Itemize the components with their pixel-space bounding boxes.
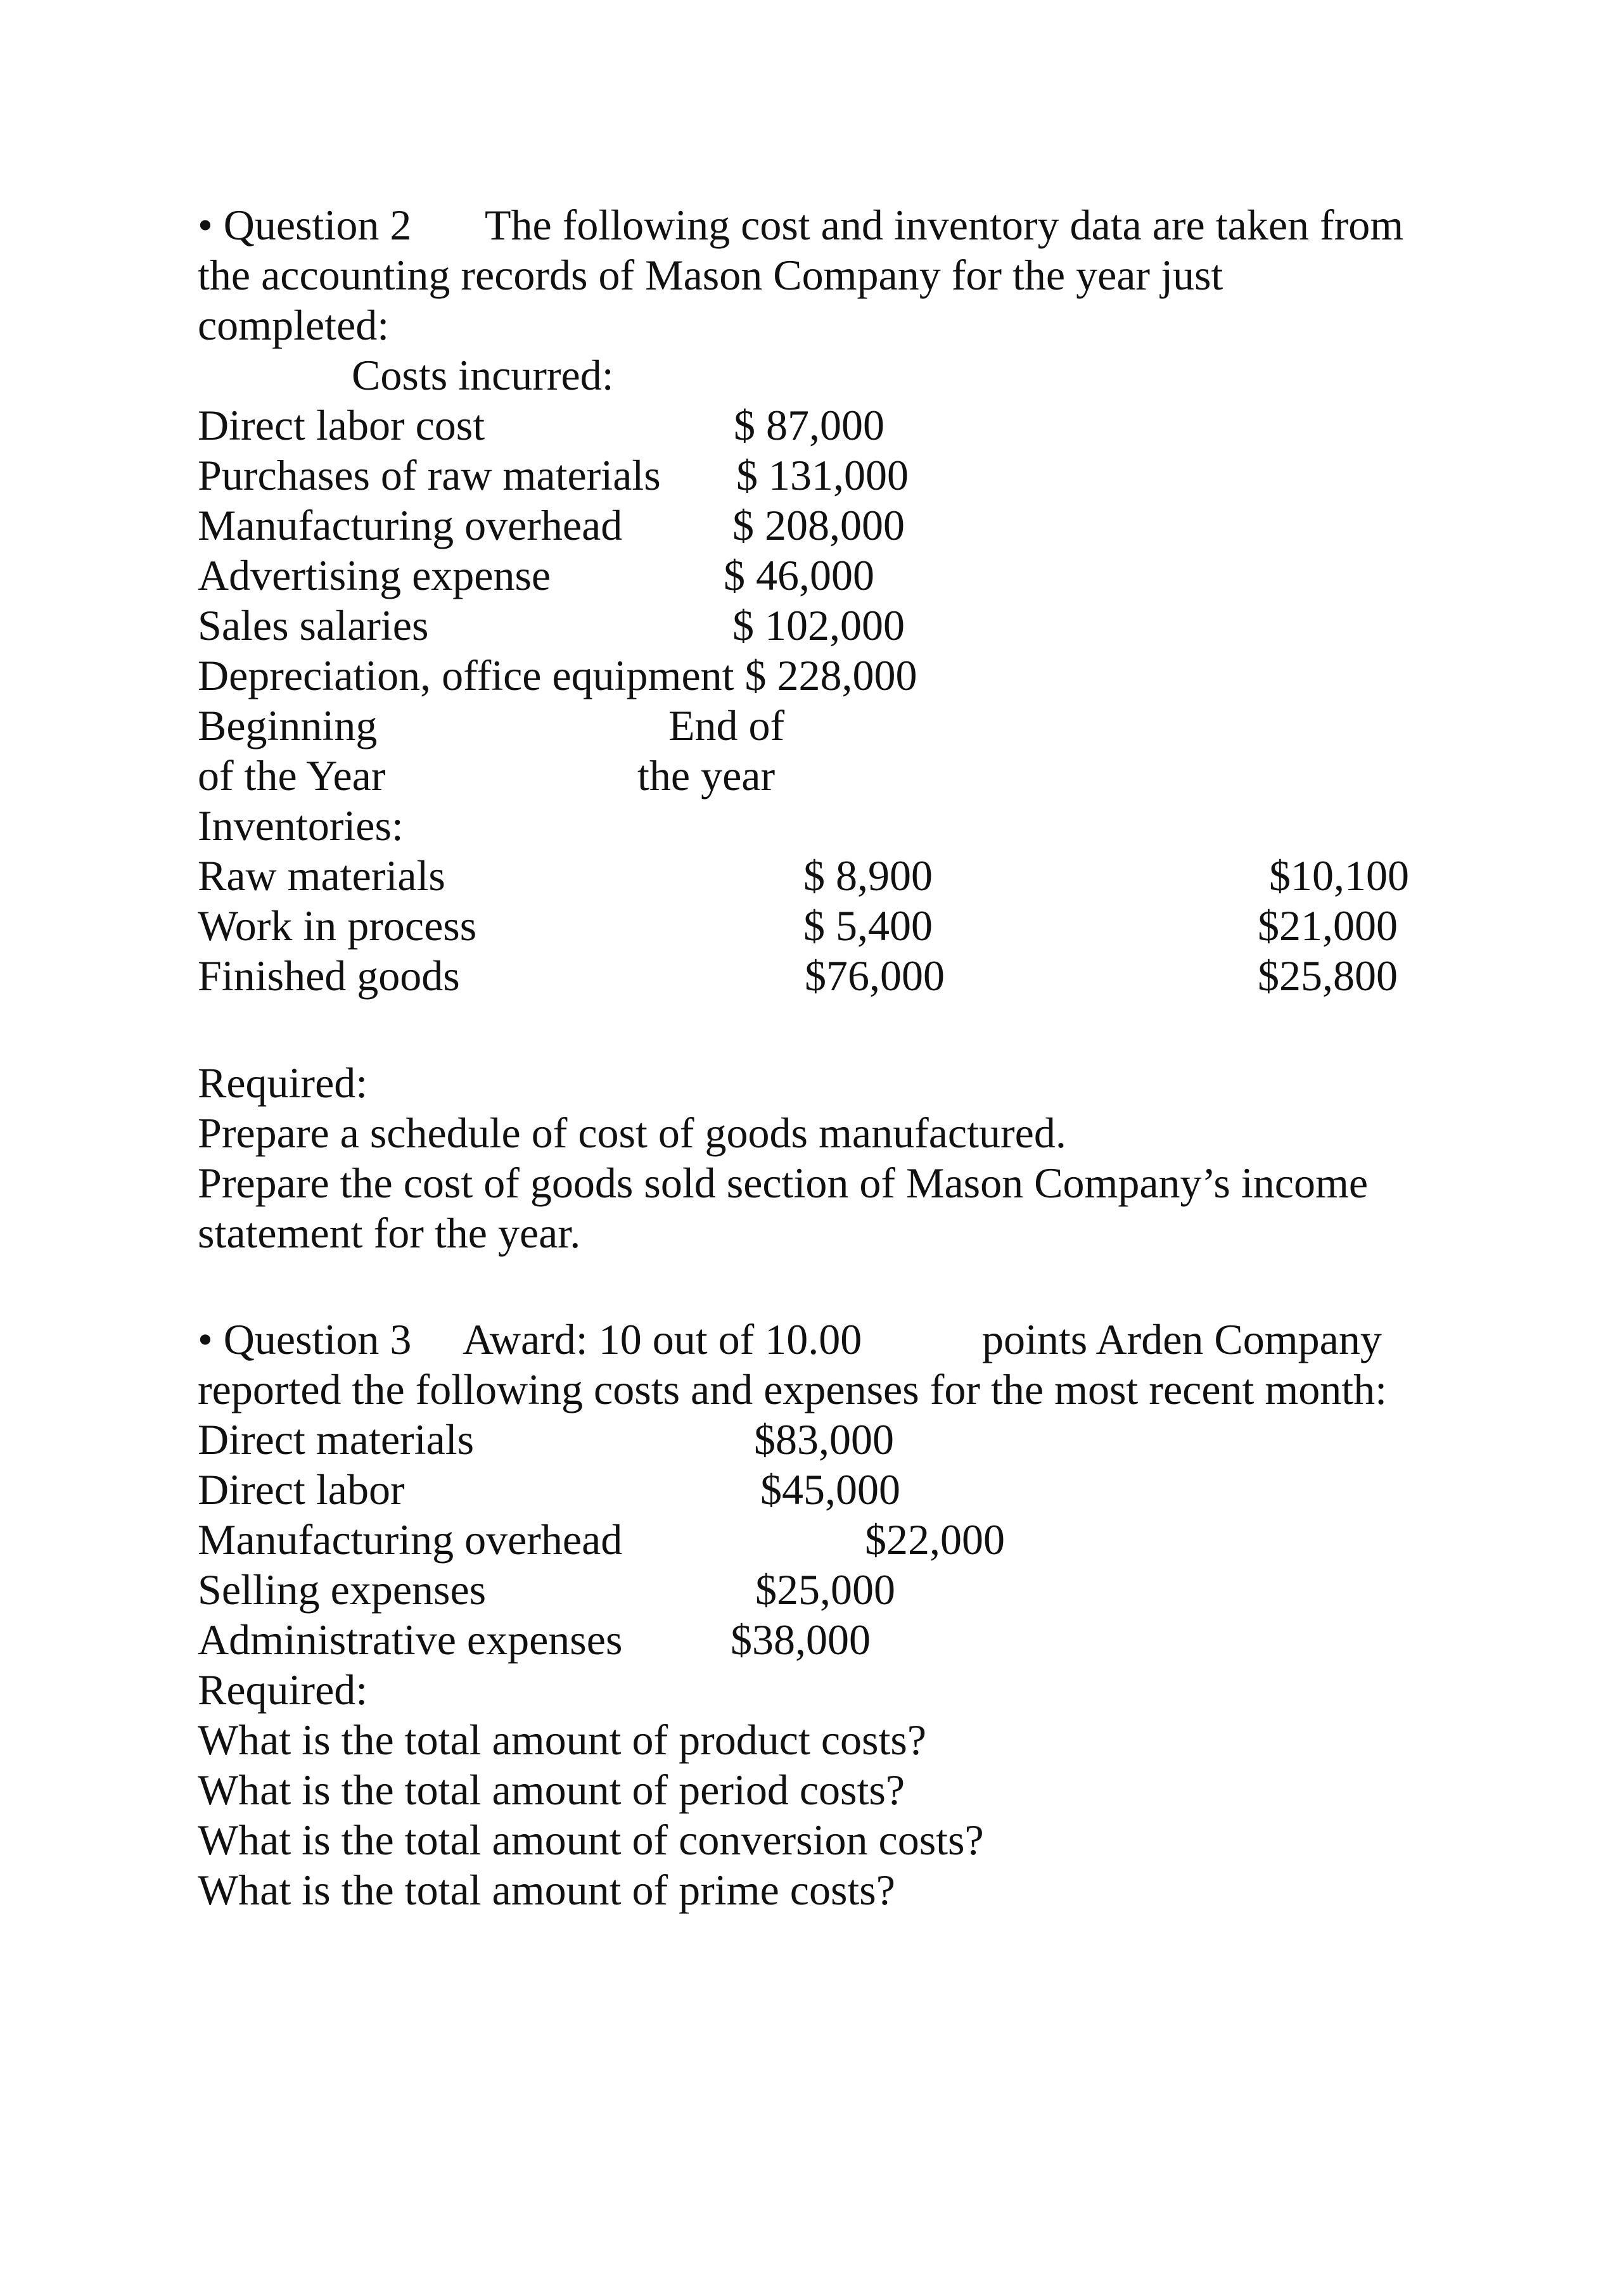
q3-question-line: What is the total amount of product costs? [198,1716,927,1764]
q2-cost-label: Purchases of raw materials [198,451,661,499]
q2-intro-line2: the accounting records of Mason Company for the year just [198,251,1223,299]
q2-required-line: Prepare a schedule of cost of goods manufactured. [198,1109,1066,1157]
q2-beginning-header-line2: of the Year [198,751,386,800]
q3-question-line: What is the total amount of conversion costs? [198,1816,984,1864]
q3-title-label: • Question 3 [198,1315,412,1363]
q3-item-label: Administrative expenses [198,1616,623,1664]
q3-item-label: Manufacturing overhead [198,1515,623,1564]
q3-item-label: Direct materials [198,1415,475,1464]
q2-required-heading: Required: [198,1059,368,1107]
q2-inventory-end: $25,800 [1258,952,1398,1000]
q2-inventory-beginning: $76,000 [805,952,945,1000]
q3-item-label: Direct labor [198,1465,405,1514]
q3-award-text: Award: 10 out of 10.00 [463,1315,862,1363]
q2-inventory-beginning: $ 8,900 [803,851,933,900]
q2-end-header-line2: the year [637,751,776,800]
q2-cost-label: Manufacturing overhead [198,501,623,549]
q2-cost-label: Sales salaries [198,601,429,649]
q2-intro-line3: completed: [198,301,390,349]
q2-cost-value: $ 131,000 [736,451,909,499]
q2-costs-heading: Costs incurred: [352,351,614,399]
q3-item-value: $25,000 [755,1566,895,1614]
q3-intro-line2: reported the following costs and expenses for the most recent month: [198,1365,1388,1413]
q2-inventory-label: Finished goods [198,952,460,1000]
q2-required-line: statement for the year. [198,1209,581,1257]
q3-question-line: What is the total amount of prime costs? [198,1866,895,1914]
q2-inventories-heading: Inventories: [198,801,404,850]
q3-question-line: What is the total amount of period costs? [198,1766,905,1814]
q2-end-header-line1: End of [668,701,785,749]
q3-item-value: $38,000 [731,1616,871,1664]
q2-inventory-end: $10,100 [1269,851,1409,900]
q2-inventory-end: $21,000 [1258,902,1398,950]
q3-item-value: $83,000 [754,1415,894,1464]
q2-cost-label: Direct labor cost [198,401,485,449]
q3-required-heading: Required: [198,1666,368,1714]
q2-cost-value: $ 46,000 [724,551,874,599]
q2-cost-value: $ 102,000 [732,601,905,649]
q3-item-value: $45,000 [760,1465,900,1514]
q2-cost-label: Advertising expense [198,551,551,599]
q2-inventory-beginning: $ 5,400 [803,902,933,950]
q2-required-line: Prepare the cost of goods sold section of Mason Company’s income [198,1159,1369,1207]
q3-intro-line1: points Arden Company [982,1315,1382,1363]
q2-inventory-label: Work in process [198,902,477,950]
q2-beginning-header-line1: Beginning [198,701,378,749]
q2-inventory-label: Raw materials [198,851,445,900]
q2-depreciation-line: Depreciation, office equipment $ 228,000 [198,651,917,699]
q2-intro-line1: The following cost and inventory data are taken from [485,201,1404,249]
q3-item-label: Selling expenses [198,1566,487,1614]
q2-cost-value: $ 87,000 [734,401,884,449]
q2-cost-value: $ 208,000 [732,501,905,549]
q3-item-value: $22,000 [865,1515,1005,1564]
q2-title-label: • Question 2 [198,201,412,249]
